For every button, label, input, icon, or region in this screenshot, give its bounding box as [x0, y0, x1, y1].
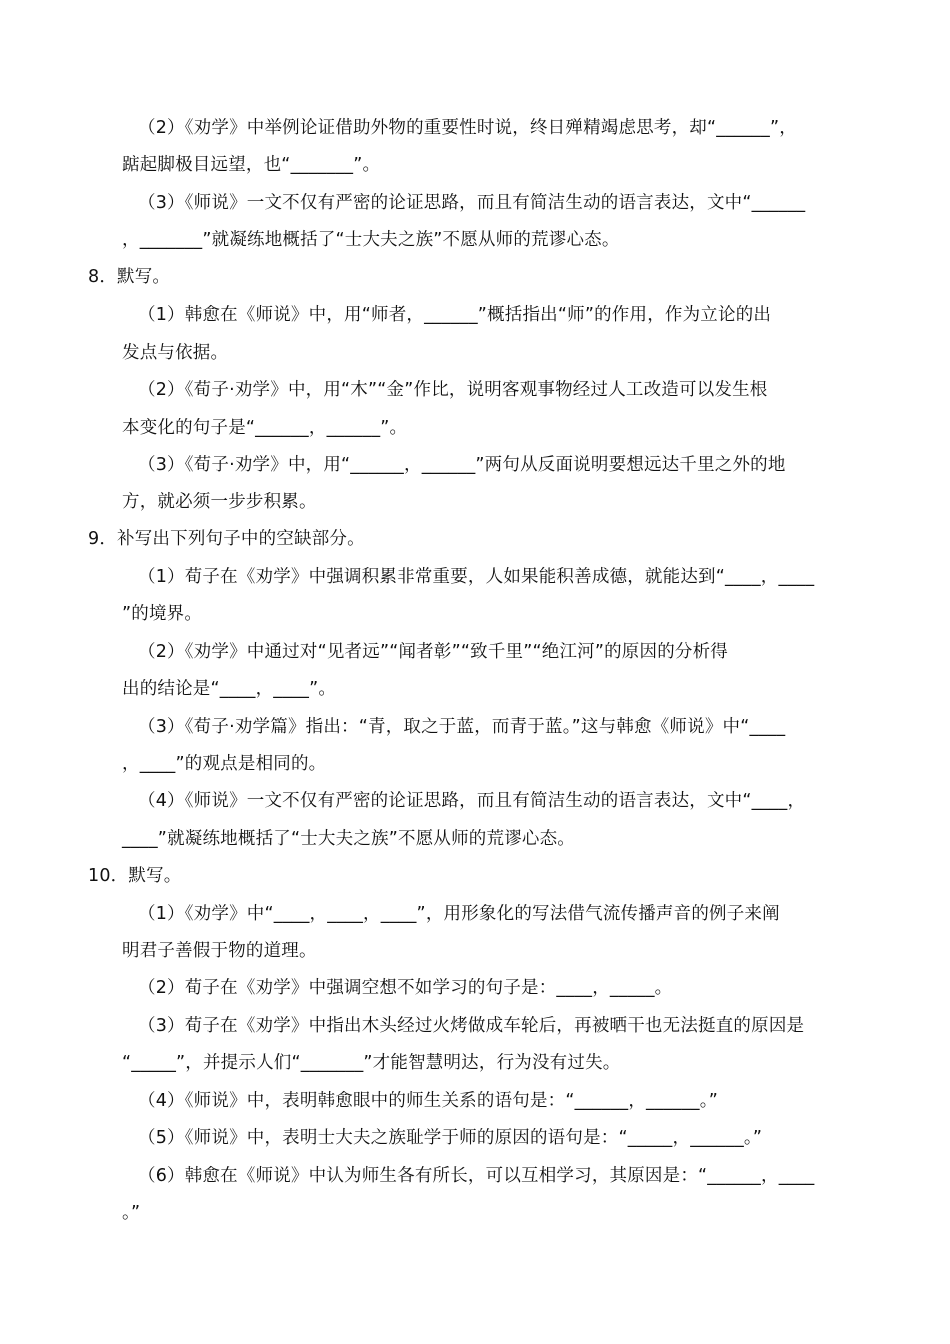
- q9-heading: 9．补写出下列句子中的空缺部分。: [88, 529, 365, 549]
- q9-item-1-line-2: ”的境界。: [122, 604, 203, 624]
- q10-item-3-line-2: “_____”，并提示人们“_______”才能智慧明达，行为没有过失。: [122, 1053, 621, 1073]
- q9-item-4-line-2: ____”就凝练地概括了“士大夫之族”不愿从师的荒谬心态。: [122, 829, 575, 849]
- q10-item-1-line-2: 明君子善假于物的道理。: [122, 941, 317, 961]
- q8-heading: 8．默写。: [88, 267, 171, 287]
- q7-item-3-line-2: ，_______”就凝练地概括了“士大夫之族”不愿从师的荒谬心态。: [122, 230, 620, 250]
- q10-item-4: （4）《师说》中，表明韩愈眼中的师生关系的语句是：“______，______。”: [138, 1091, 718, 1111]
- q9-item-4-line-1: （4）《师说》一文不仅有严密的论证思路，而且有简洁生动的语言表达，文中“____，: [138, 791, 806, 811]
- q9-item-2-line-2: 出的结论是“____，____”。: [122, 679, 337, 699]
- q9-item-2-line-1: （2）《劝学》中通过对“见者远”“闻者彰”“致千里”“绝江河”的原因的分析得: [138, 642, 729, 662]
- q8-item-1-line-2: 发点与依据。: [122, 343, 229, 363]
- q10-item-6-line-1: （6）韩愈在《师说》中认为师生各有所长，可以互相学习，其原因是：“______，____: [138, 1166, 815, 1186]
- q7-item-3-line-1: （3）《师说》一文不仅有严密的论证思路，而且有简洁生动的语言表达，文中“______: [138, 193, 806, 213]
- q9-item-1-line-1: （1）荀子在《劝学》中强调积累非常重要，人如果能积善成德，就能达到“____，____: [138, 567, 815, 587]
- q10-item-6-line-2: 。”: [122, 1203, 141, 1223]
- q10-item-3-line-1: （3）荀子在《劝学》中指出木头经过火烤做成车轮后，再被晒干也无法挺直的原因是: [138, 1016, 805, 1036]
- q8-item-3-line-2: 方，就必须一步步积累。: [122, 492, 317, 512]
- q10-heading: 10．默写。: [88, 866, 182, 886]
- q7-item-2-line-2: 踮起脚极目远望，也“_______”。: [122, 155, 381, 175]
- q8-item-1-line-1: （1）韩愈在《师说》中，用“师者，______”概括指出“师”的作用，作为立论的出: [138, 305, 772, 325]
- q10-item-5: （5）《师说》中，表明士大夫之族耻学于师的原因的语句是：“_____，______。”: [138, 1128, 763, 1148]
- q9-item-3-line-2: ，____”的观点是相同的。: [122, 754, 327, 774]
- q9-item-3-line-1: （3）《荀子·劝学篇》指出：“青，取之于蓝，而青于蓝。”这与韩愈《师说》中“____: [138, 717, 786, 737]
- q7-item-2-line-1: （2）《劝学》中举例论证借助外物的重要性时说，终日殚精竭虑思考，却“______”，: [138, 118, 797, 138]
- q8-item-2-line-2: 本变化的句子是“______，______”。: [122, 418, 408, 438]
- q10-item-2: （2）荀子在《劝学》中强调空想不如学习的句子是：____，_____。: [138, 978, 673, 998]
- q10-item-1-line-1: （1）《劝学》中“____，____，____”，用形象化的写法借气流传播声音的例子来阐: [138, 904, 780, 924]
- q8-item-2-line-1: （2）《荀子·劝学》中，用“木”“金”作比，说明客观事物经过人工改造可以发生根: [138, 380, 768, 400]
- q8-item-3-line-1: （3）《荀子·劝学》中，用“______，______”两句从反面说明要想远达千里之外的地: [138, 455, 786, 475]
